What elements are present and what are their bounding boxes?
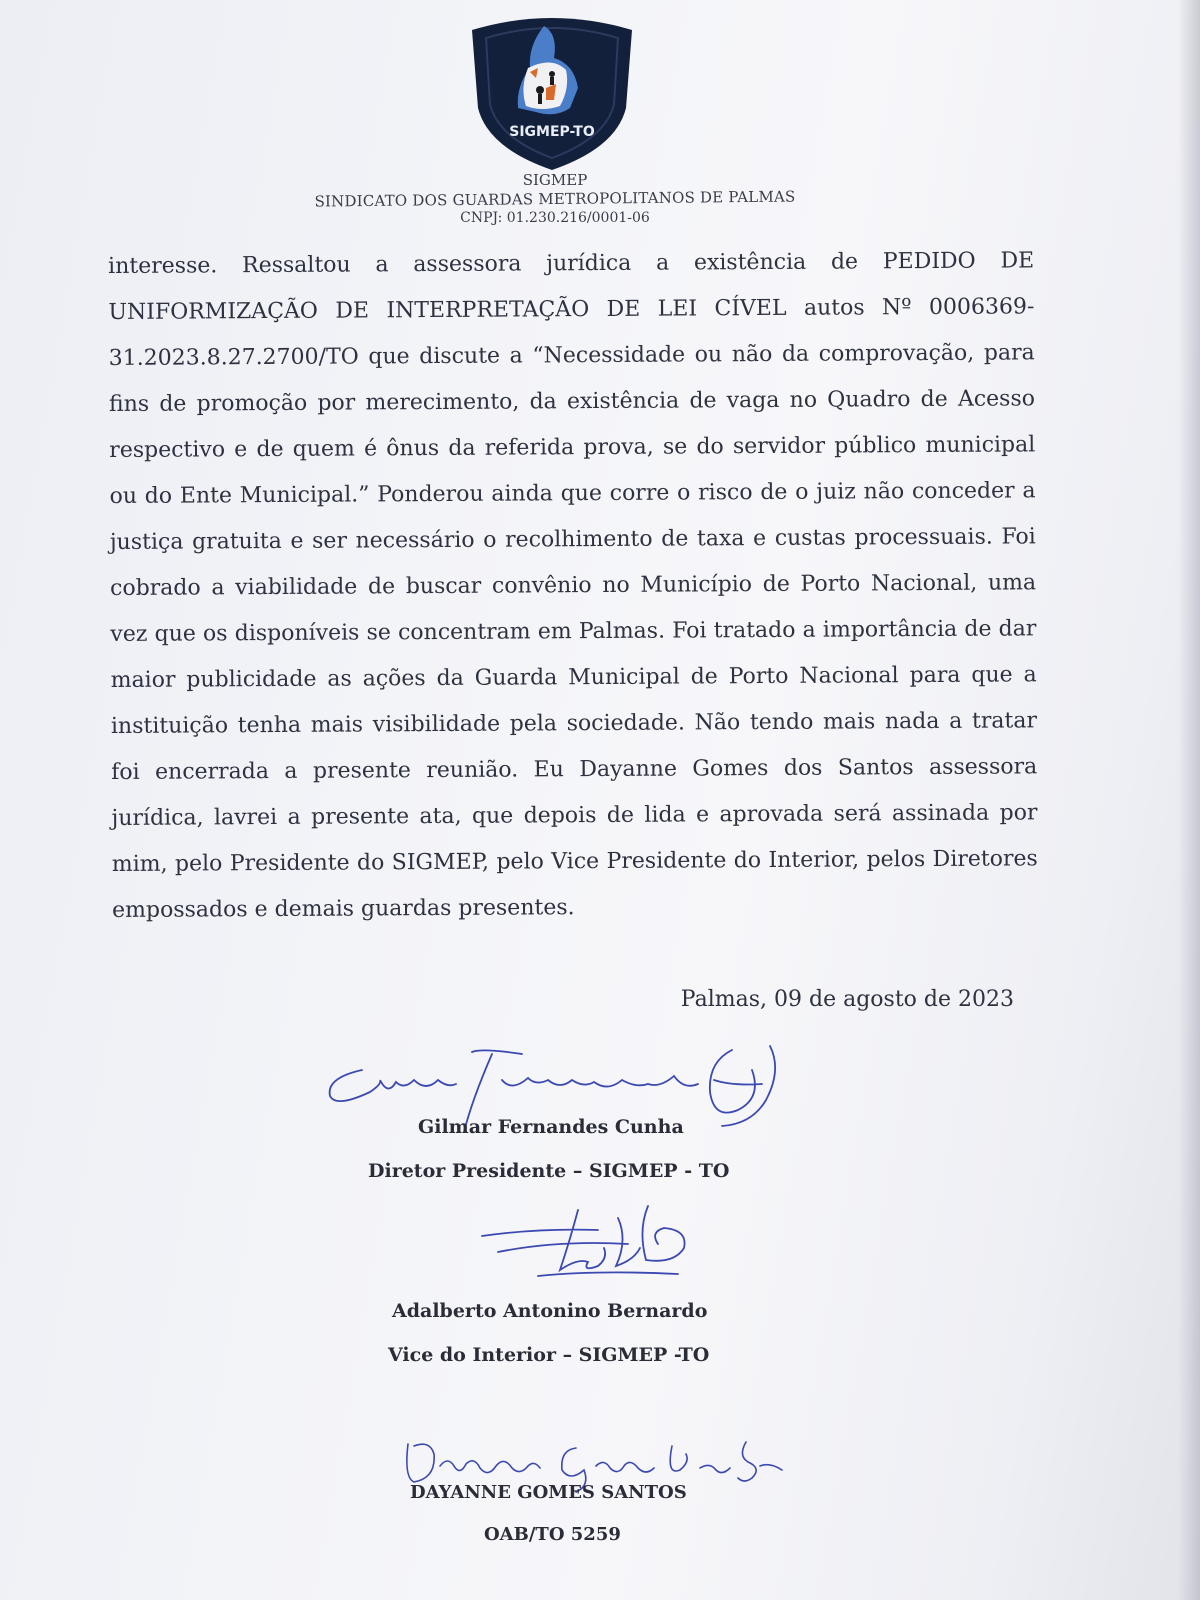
- org-cnpj: CNPJ: 01.230.216/0001-06: [460, 210, 650, 226]
- date-line: Palmas, 09 de agosto de 2023: [680, 987, 1014, 1012]
- signer-name-1: Gilmar Fernandes Cunha: [418, 1116, 684, 1138]
- logo-text: SIGMEP-TO: [509, 124, 595, 140]
- org-short-name: SIGMEP: [522, 171, 588, 189]
- minutes-body: [108, 238, 1038, 934]
- signer-name-2: Adalberto Antonino Bernardo: [392, 1300, 708, 1322]
- signer-registration: OAB/TO 5259: [484, 1524, 621, 1545]
- org-full-name: SINDICATO DOS GUARDAS METROPOLITANOS DE PALMAS: [314, 187, 796, 211]
- signer-name-3: DAYANNE GOMES SANTOS: [410, 1482, 687, 1503]
- body-paragraph: interesse. Ressaltou a assessora jurídica a existência de PEDIDO DE UNIFORMIZAÇÃO DE INTERPRETAÇÃO DE LEI CÍVEL autos Nº 0006369-31.2023.8.27.2700/TO que discute a “Necessidade ou não da comprovação, para fins de promoção por merecimento, da existência de vaga no Quadro de Acesso respectivo e de quem é ônus da referida prova, se do servidor público municipal ou do Ente Municipal.” Ponderou ainda que corre o risco de o juiz não conceder a justiça gratuita e ser necessário o recolhimento de taxa e custas processuais. Foi cobrado a viabilidade de buscar convênio no Município de Porto Nacional, uma vez que os disponíveis se concentram em Palmas. Foi tratado a importância de dar maior publicidade as ações da Guarda Municipal de Porto Nacional para que a instituição tenha mais visibilidade pela sociedade. Não tendo mais nada a tratar foi encerrada a presente reunião. Eu Dayanne Gomes dos Santos assessora jurídica, lavrei a presente ata, que depois de lida e aprovada será assinada por mim, pelo Presidente do SIGMEP, pelo Vice Presidente do Interior, pelos Diretores empossados e demais guardas presentes.: [108, 248, 1038, 923]
- sigmep-logo: [466, 8, 638, 173]
- signer-role-2: Vice do Interior – SIGMEP -TO: [388, 1344, 710, 1366]
- paper-edge-shadow: [1178, 0, 1200, 1600]
- signature-adalberto: [478, 1200, 708, 1300]
- signer-role-1: Diretor Presidente – SIGMEP - TO: [368, 1160, 730, 1182]
